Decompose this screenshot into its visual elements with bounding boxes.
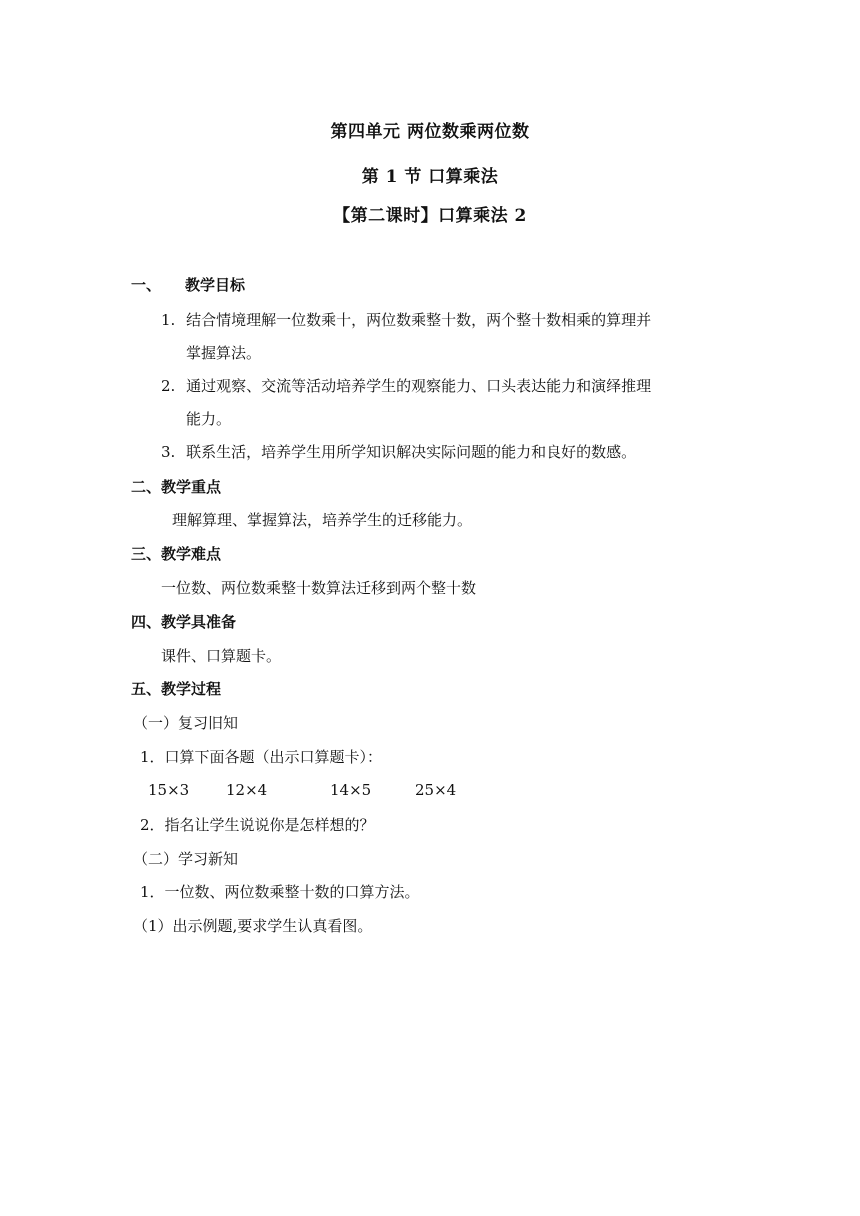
calculation-1: 15×3 [148,781,190,799]
review-title: （一）复习旧知 [133,714,239,732]
calculation-2: 12×4 [226,781,268,799]
key-points-heading: 二、教学重点 [131,478,222,496]
goal-item-2 [161,376,651,396]
section-title: 第 1 节 口算乘法 [361,167,499,187]
review-item-2: 2．指名让学生说说你是怎样想的？ [140,816,375,834]
new-item-1: 1．一位数、两位数乘整十数的口算方法。 [140,883,420,901]
new-knowledge-title: （二）学习新知 [133,850,239,868]
goal-item-2-number: 2. [161,377,176,395]
materials-text: 课件、口算题卡。 [161,647,282,665]
key-points-text: 理解算理、掌握算法，培养学生的迁移能力。 [172,511,473,529]
goals-heading [131,275,245,295]
goal-item-2-continued: 能力。 [186,410,232,428]
goal-item-1-continued: 掌握算法。 [186,344,262,362]
calculation-4: 25×4 [415,781,457,799]
goals-heading-number: 一、 [131,276,162,294]
difficulties-heading: 三、教学难点 [131,545,222,563]
goal-item-3-text: 联系生活，培养学生用所学知识解决实际问题的能力和良好的数感。 [186,443,637,461]
materials-heading: 四、教学具准备 [131,613,237,631]
review-item-1: 1．口算下面各题（出示口算题卡）： [140,748,383,766]
new-subitem-1: （1）出示例题,要求学生认真看图。 [133,917,373,935]
calculation-3: 14×5 [330,781,372,799]
lesson-title: 【第二课时】口算乘法 2 [333,206,527,226]
goal-item-1-text: 结合情境理解一位数乘十，两位数乘整十数，两个整十数相乘的算理并 [186,311,652,329]
goal-item-1-number: 1. [161,311,176,329]
goals-heading-text: 教学目标 [185,276,246,294]
unit-title: 第四单元 两位数乘两位数 [330,122,530,142]
goal-item-3-number: 3. [161,443,176,461]
calculation-row [0,780,860,800]
difficulties-text: 一位数、两位数乘整十数算法迁移到两个整十数 [161,579,477,597]
goal-item-2-text: 通过观察、交流等活动培养学生的观察能力、口头表达能力和演绎推理 [186,377,652,395]
process-heading: 五、教学过程 [131,680,222,698]
goal-item-1 [161,310,651,330]
goal-item-3 [161,442,636,462]
